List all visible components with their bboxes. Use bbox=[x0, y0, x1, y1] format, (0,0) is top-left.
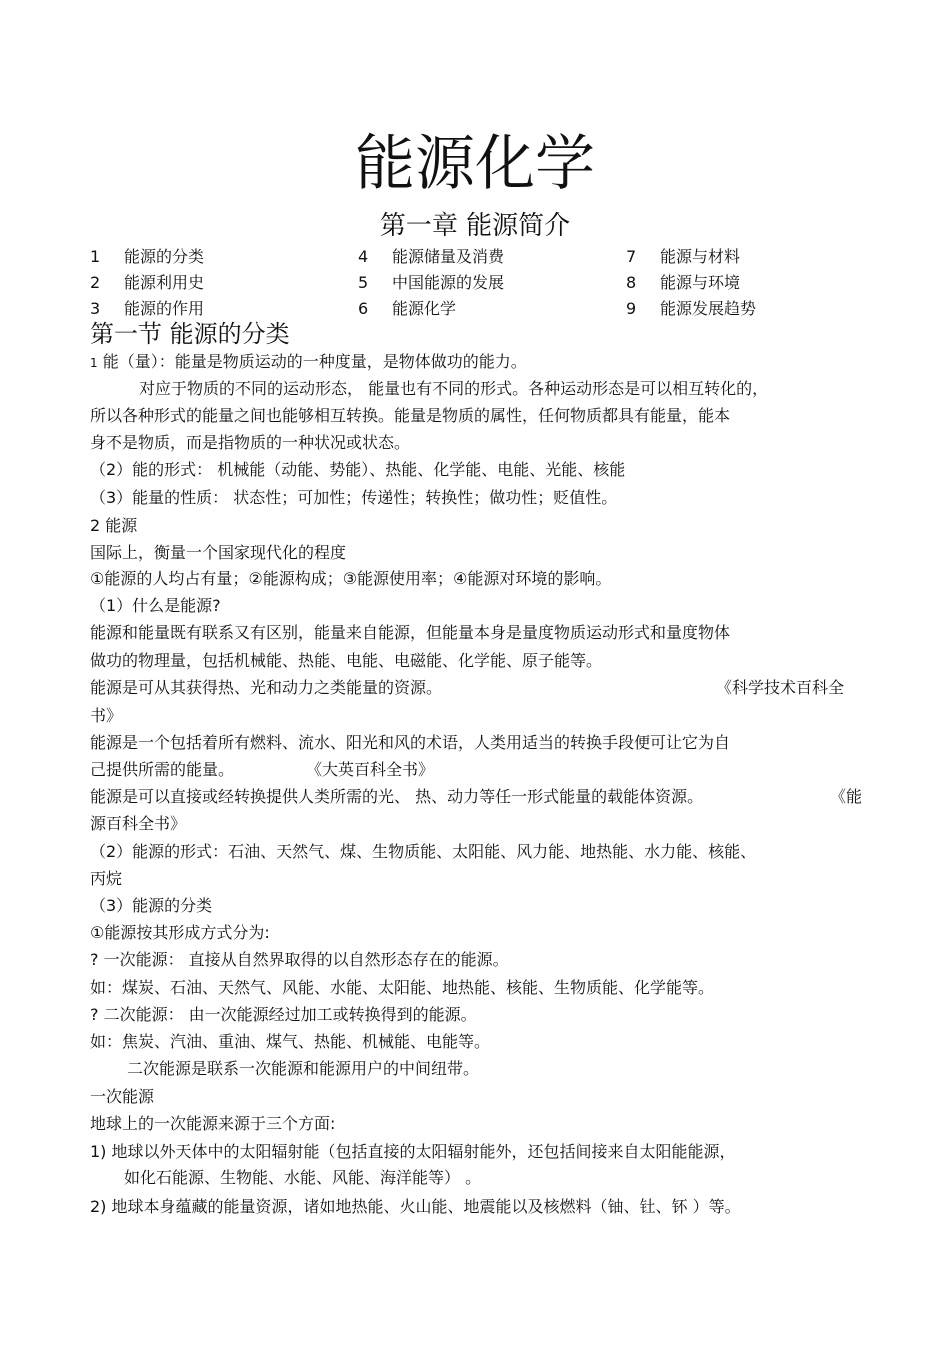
document-title: 能源化学 bbox=[355, 129, 595, 199]
paragraph-line: 能源和能量既有联系又有区别，能量来自能源，但能量本身是量度物质运动形式和量度物体 bbox=[90, 623, 731, 642]
paragraph-line: 2 能源 bbox=[90, 516, 138, 535]
paragraph-line: ①能源按其形成方式分为: bbox=[90, 923, 270, 942]
section-heading: 第一节 能源的分类 bbox=[90, 320, 290, 348]
paragraph-line: （3）能源的分类 bbox=[90, 896, 213, 915]
citation: 《科学技术百科全 bbox=[716, 678, 845, 697]
paragraph-line: （1）什么是能源? bbox=[90, 596, 221, 615]
paragraph-line: 如化石能源、生物能、水能、风能、海洋能等） 。 bbox=[124, 1168, 482, 1187]
paragraph-line: ? 一次能源： 直接从自然界取得的以自然形态存在的能源。 bbox=[90, 950, 509, 969]
paragraph-line: ? 二次能源： 由一次能源经过加工或转换得到的能源。 bbox=[90, 1005, 477, 1024]
toc-column-1 bbox=[90, 244, 204, 322]
paragraph-line: 1) 地球以外天体中的太阳辐射能（包括直接的太阳辐射能外，还包括间接来自太阳能能源， bbox=[90, 1142, 736, 1161]
toc-column-3 bbox=[626, 244, 756, 322]
toc-item: 1 能源的分类 bbox=[90, 247, 205, 266]
paragraph-line: 如：煤炭、石油、天然气、风能、水能、太阳能、地热能、核能、生物质能、化学能等。 bbox=[90, 978, 715, 997]
paragraph-line: 丙烷 bbox=[90, 869, 123, 888]
citation: 《大英百科全书》 bbox=[306, 760, 435, 779]
paragraph-line: ①能源的人均占有量；②能源构成；③能源使用率；④能源对环境的影响。 bbox=[90, 569, 612, 588]
paragraph-line: 二次能源是联系一次能源和能源用户的中间纽带。 bbox=[127, 1059, 480, 1078]
toc-item: 2 能源利用史 bbox=[90, 273, 205, 292]
paragraph-line: 身不是物质，而是指物质的一种状况或状态。 bbox=[90, 433, 411, 452]
toc-item: 6 能源化学 bbox=[358, 299, 457, 318]
paragraph-line: 能源是可从其获得热、光和动力之类能量的资源。 bbox=[90, 678, 443, 697]
paragraph-line: 国际上，衡量一个国家现代化的程度 bbox=[90, 543, 347, 562]
toc-item: 4 能源储量及消费 bbox=[358, 247, 505, 266]
paragraph-line: 源百科全书》 bbox=[90, 814, 187, 833]
paragraph-line: 对应于物质的不同的运动形态， 能量也有不同的形式。各种运动形态是可以相互转化的， bbox=[139, 379, 769, 398]
paragraph-line: 如：焦炭、汽油、重油、煤气、热能、机械能、电能等。 bbox=[90, 1032, 491, 1051]
chapter-heading: 第一章 能源简介 bbox=[379, 211, 571, 241]
paragraph-line: 书》 bbox=[90, 706, 123, 725]
paragraph-line: 一次能源 bbox=[90, 1087, 155, 1106]
paragraph-line: 地球上的一次能源来源于三个方面: bbox=[90, 1114, 336, 1133]
toc-item: 9 能源发展趋势 bbox=[626, 299, 757, 318]
paragraph-line: （2）能源的形式：石油、天然气、煤、生物质能、太阳能、风力能、地热能、水力能、核能、 bbox=[90, 842, 757, 861]
toc-item: 8 能源与环境 bbox=[626, 273, 741, 292]
paragraph-line: 己提供所需的能量。 bbox=[90, 760, 235, 779]
toc-item: 7 能源与材料 bbox=[626, 247, 741, 266]
paragraph-line: （3）能量的性质： 状态性；可加性；传递性；转换性；做功性；贬值性。 bbox=[90, 488, 618, 507]
paragraph-line: 能源是可以直接或经转换提供人类所需的光、 热、动力等任一形式能量的载能体资源。 bbox=[90, 787, 704, 806]
paragraph-line: 1 能（量）：能量是物质运动的一种度量，是物体做功的能力。 bbox=[90, 352, 527, 371]
paragraph-line: 做功的物理量，包括机械能、热能、电能、电磁能、化学能、原子能等。 bbox=[90, 651, 603, 670]
toc-item: 5 中国能源的发展 bbox=[358, 273, 505, 292]
citation: 《能 bbox=[830, 787, 863, 806]
paragraph-line: （2）能的形式： 机械能（动能、势能）、热能、化学能、电能、光能、核能 bbox=[90, 460, 626, 479]
paragraph-line: 能源是一个包括着所有燃料、流水、阳光和风的术语，人类用适当的转换手段便可让它为自 bbox=[90, 733, 731, 752]
toc-column-2 bbox=[358, 244, 504, 322]
toc-item: 3 能源的作用 bbox=[90, 299, 205, 318]
paragraph-line: 所以各种形式的能量之间也能够相互转换。能量是物质的属性，任何物质都具有能量，能本 bbox=[90, 406, 731, 425]
paragraph-line: 2) 地球本身蕴藏的能量资源，诸如地热能、火山能、地震能以及核燃料（铀、钍、钚 ）等。 bbox=[90, 1197, 741, 1216]
